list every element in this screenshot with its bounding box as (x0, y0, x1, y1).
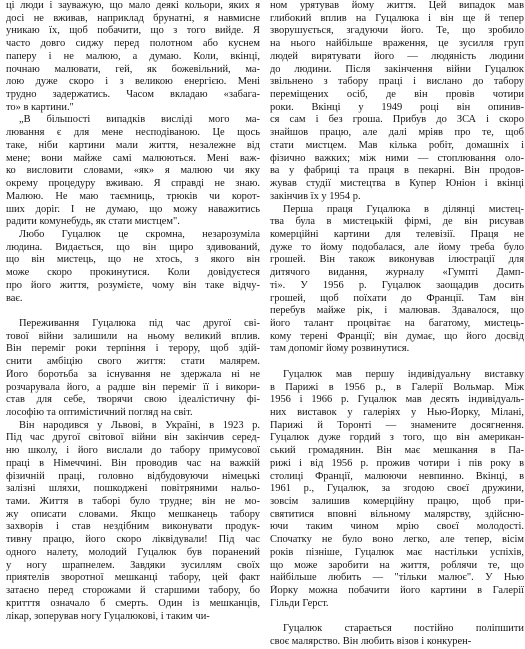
text-line: ся сам і без гроша. Прибув до ЗСА і скоро (270, 114, 524, 126)
text-line: його талант процвітає на багатому, мистець- (270, 317, 524, 329)
text-line: Гуцалюк старається постійно поліпшити (283, 623, 524, 635)
text-line: зворушується, згадуючи його. Те, що зробило (270, 25, 524, 37)
text-line: на нього найбільше враження, це зусилля груп (270, 38, 524, 50)
text-line: ває. (6, 292, 23, 304)
text-line: залізні шляхи, пошкоджені повітряними нальо- (6, 483, 260, 495)
text-line: снити амбіцію свого життя: стати малярем. (6, 356, 260, 368)
text-line: ко висловити словами, «як» я малюю чи яку (6, 165, 260, 177)
text-line: людина. Видається, що він щиро здивований, (6, 241, 260, 253)
text-line: років пізніше, Гуцалюк має настільки успіхів, (270, 546, 524, 558)
text-line: приятелів зворотної мешканці табору, цей факт (6, 572, 260, 584)
text-line: святитися вповні вільному малярству, здійсню- (270, 508, 524, 520)
text-line: перебув майже рік, і малював. Здавалося, що (270, 305, 524, 317)
text-line: мене; вони майже самі малюються. Мені важ- (6, 152, 260, 164)
text-line: праці в Німеччині. Він проводив час на важкій (6, 457, 260, 469)
text-line: таке, ніби картини мали життя, незалежне від (6, 139, 260, 151)
text-line: Парижі й Торонті — знамените досягнення. (270, 419, 524, 431)
text-line: Перша праця Гуцалюка в ділянці мистец- (283, 203, 524, 215)
text-line: часто довго сиджу перед полотном або куснем (6, 38, 260, 50)
text-line: там допоміг йому розвинутися. (270, 343, 410, 355)
text-line: про його життя, розумієте, чому він таке відчу- (6, 279, 260, 291)
text-line (6, 305, 260, 318)
text-line: дитячого видання, журналу «Гумпті Дамп- (270, 267, 524, 279)
text-line: своє малярство. Він любить візов і конкурен- (270, 635, 472, 647)
text-line: став для себе, творячи свою ідеалістичну фі- (6, 394, 260, 406)
text-line: грошей, щоб поїхати до Франції. Там він (270, 292, 524, 304)
text-line: рижі і від 1956 р. прожив чотири і пів року в (270, 457, 524, 469)
text-line: фізично важких; між ними — стоплювання оло- (270, 152, 524, 164)
text-line: ва у фабриці та праця в пекарні. Він продов- (270, 165, 524, 177)
text-line: Він переміг роки терпіння і терору, щоб здій- (6, 343, 260, 355)
text-line: лою дуже скоро і з великою енергією. Мені (6, 76, 260, 88)
text-line: кому терені Франції; він думає, що його досвід (270, 330, 524, 342)
text-line: Гуцалюк мав першу індивідуальну виставку (283, 368, 524, 380)
right-text-column (270, 0, 524, 649)
text-line: людей вирятувати його — людяність людини (270, 50, 524, 62)
text-line: радити комунебудь, як стати мистцем". (6, 216, 180, 228)
text-line: Гільди Герст. (270, 597, 329, 609)
text-line: тивну працю, його скоро ліквідували! Під час (6, 534, 260, 546)
text-line: ших доріг. І не думаю, що можу наважитись (6, 203, 260, 215)
text-line: лософію та оптимістичний погляд на світ. (6, 407, 193, 418)
text-line: ючи таким чином мрію своєї молодості. (270, 521, 524, 533)
text-line: глибокий вплив на Гуцалюка і він ще й тепер (270, 12, 524, 24)
text-line: ті». У 1956 р. Гуцалюк заощадив досить (270, 279, 524, 291)
text-line: жував студії мистецтва в Купер Юніон і вкінці (270, 178, 524, 190)
text-line: звільнено з табору праці і вислано до табору (270, 76, 524, 88)
text-line: трудно задержатись. Часом вкладаю «забага- (6, 89, 260, 101)
text-line: переміщених осіб, де він провів чотири (270, 89, 524, 101)
text-line: паперу і не малюю, а думаю. Коли, вкінці, (6, 50, 260, 62)
text-line: лікар, зоперував ногу Гуцалюкові, і таким чи- (6, 610, 210, 622)
text-line: Під час другої світової війни він закінчив серед- (6, 432, 260, 444)
text-line: Його боротьба за існування не здержала ні не (6, 368, 260, 380)
text-line: 1961 р., Гуцалюк, за згодою своєї дружини, (270, 483, 524, 495)
text-line: найбільше любить — "тільки малює". У Нью (270, 572, 524, 584)
text-line: у ногу шрапнелем. Завдяки зусиллям своїх (6, 559, 260, 571)
text-line: що він мистець, що не хтось, з якого він (6, 254, 260, 266)
text-line: столиці Франції, малюючи невпинно. Вкінці, в (270, 470, 524, 482)
text-line: в Парижі в 1956 р., в Галерії Вольмар. Між (270, 381, 524, 393)
text-line: лювання є для мене несподіваною. Це щось (6, 127, 260, 139)
text-line: захворів і став нездібним виконувати продук- (6, 521, 260, 533)
text-line: закінчив їх у 1954 р. (270, 190, 361, 202)
text-line: уникаю їх, щоб побачити, що з того вийде. Я (6, 25, 260, 37)
text-line: тва була в мистецькій фірмі, де він рисував (270, 216, 524, 228)
text-line: розчарувала його, а радше він переміг її і викори- (6, 381, 260, 393)
text-line: затаєно перед сторожами й старшими табору, бо (6, 585, 260, 597)
text-line: Малюю. Не маю таємниць, трюків чи корот- (6, 190, 260, 202)
text-line: жу описати словами. Якщо мешканець табору (6, 508, 260, 520)
text-line: „В більшості випадків вислідi мого ма- (19, 114, 260, 126)
text-line: грошей. Він також виконував ілюстрації для (270, 254, 524, 266)
text-line: комерційні картини для телевізії. Праця не (270, 228, 524, 240)
text-line: окрему процедуру вживаю. Я справді не знаю. (6, 178, 260, 190)
left-text-column (6, 0, 260, 623)
text-line: зовсім залишив комерційну працю, щоб при- (270, 496, 524, 508)
text-line: то» в картини." (6, 101, 74, 113)
text-line: стати мистцем. Мав кілька робіт, домашніх і (270, 139, 524, 151)
text-line: тової війни залишили на ньому великий вплив. (6, 330, 260, 342)
text-line: одного налету, молодий Гуцалюк був поранений (6, 546, 260, 558)
text-line: тами. Життя в таборі було трудне; він не мо- (6, 496, 260, 508)
text-line: ський громадянин. Він має мешкання в Па- (270, 445, 524, 457)
text-line: Гуцалюк дуже гордий з того, що він американ- (270, 432, 524, 444)
text-line: Йорку можна побачити його картини в Галерії (270, 585, 524, 597)
text-line: почнаю малювати, гей, як божевільний, ма- (6, 63, 260, 75)
text-line: Спочатку не було воно легко, але тепер, вісім (270, 534, 524, 546)
text-line: них виставок у галеріях у Нью-Йорку, Мілані, (270, 407, 524, 418)
text-line: фізичній праці, головно відбудовуючи німецькі (6, 470, 260, 482)
text-line: роки. Вкінці у 1949 році він опинив- (270, 101, 524, 113)
text-line (270, 611, 524, 624)
text-line: може скоро прокинутися. Коли довідуєтеся (6, 267, 260, 279)
text-line: Любо Гуцалюк це скромна, незарозуміла (19, 228, 260, 240)
text-line: досі не вживав, наприклад брунатні, я навмисне (6, 12, 260, 24)
text-line: критття означало б смерть. Один із мешканців, (6, 597, 260, 609)
text-line: ню школу, і його вислали до табору примусової (6, 445, 260, 457)
text-line: Він народився у Львові, в Україні, в 1923 р. (19, 419, 260, 431)
text-line: що може заробити на життя, роблячи те, що (270, 559, 524, 571)
text-line: до людини. Після закінчення війни Гуцалюк (270, 63, 524, 75)
text-line: ці люди і зауважую, що мало деякі кольори, яких я (6, 0, 260, 11)
text-line: 1956 і 1966 р. Гуцалюк мав десять індивідуаль- (270, 394, 524, 406)
text-line: знайшов працю, але далі мріяв про те, щоб (270, 127, 524, 139)
text-line: Переживання Гуцалюка під час другої сві- (19, 317, 260, 329)
text-line: дуже то йому подобалася, але йому треба було (270, 241, 524, 253)
text-line: ном урятував йому життя. Цей випадок мав (270, 0, 524, 11)
text-line (270, 356, 524, 369)
